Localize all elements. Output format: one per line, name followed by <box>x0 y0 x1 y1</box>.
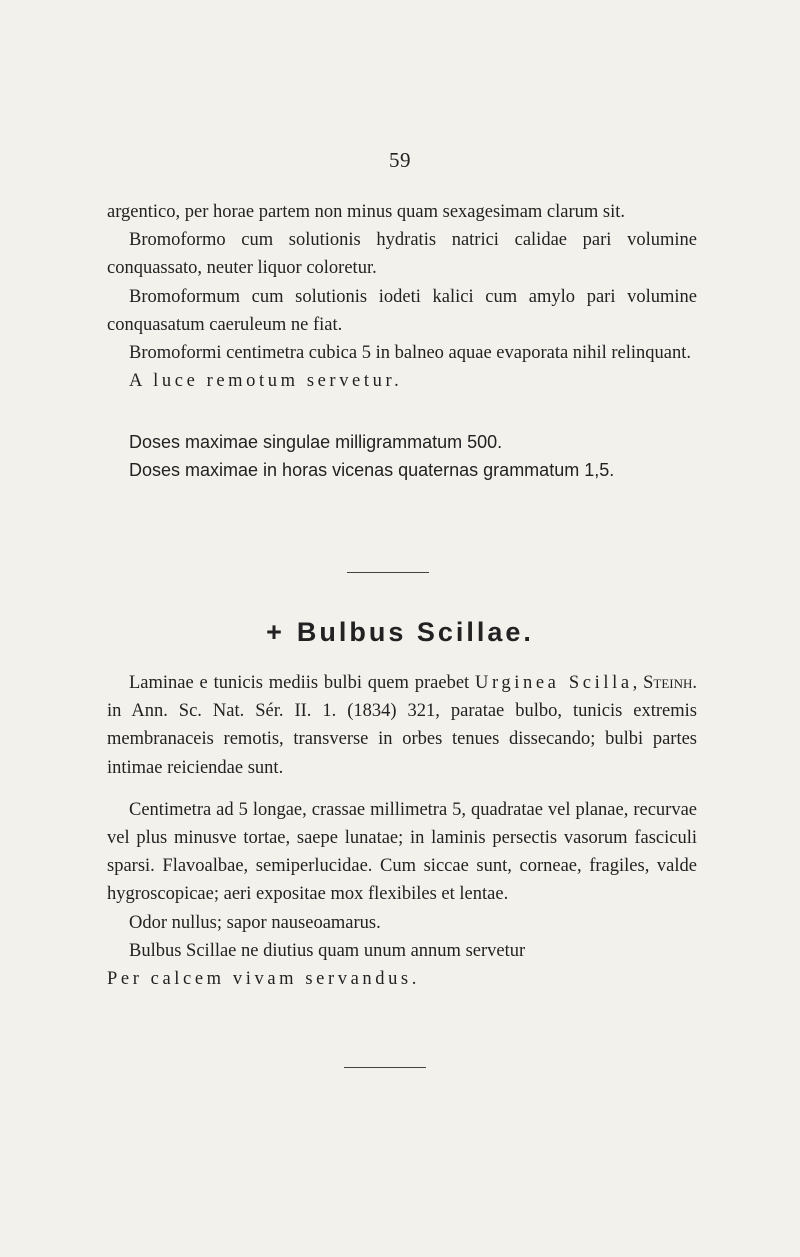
species-name: Urginea Scilla <box>475 673 633 693</box>
doses-block <box>107 428 697 484</box>
main-text-block <box>107 669 697 993</box>
description-text-c: in Ann. Sc. Nat. Sér. II. 1. (1834) 321, paratae bulbo, tunicis extremis membranaceis remotis, transverse in orbes tenues dissecando; bulbi partes intimae reiciendae sunt. <box>107 701 697 778</box>
paragraph-description <box>107 669 697 782</box>
description-text-b: , <box>632 673 644 693</box>
storage-method: Per calcem vivam servandus. <box>107 969 420 990</box>
end-divider <box>344 1067 426 1068</box>
section-title: Bulbus Scillae. <box>296 617 534 647</box>
paragraph-amylo-test: Bromoformum cum solutionis iodeti kalici cum amylo pari volumine conquasatum caeruleum ne fiat. <box>107 286 697 335</box>
dose-single-line: Doses maximae singulae milligrammatum 500. <box>129 432 503 452</box>
paragraph-characteristics: Centimetra ad 5 longae, crassae millimetra 5, quadratae vel planae, recurvae vel plus minusve tortae, saepe lunatae; in laminis persectis vasorum fasciculi sparsi. Flavoalbae, semiperlucidae. Cum siccae sunt, corneae, fragiles, valde hygroscopicae; aeri expositae mox flexibiles et lentae. <box>107 799 697 905</box>
dose-daily-line: Doses maximae in horas vicenas quaternas grammatum 1,5. <box>129 460 615 481</box>
paragraph-storage: Bulbus Scillae ne diutius quam unum annum servetur <box>129 940 526 961</box>
paragraph-natrici-test: Bromoformo cum solutionis hydratis natrici calidae pari volumine conquassato, neuter liquor coloretur. <box>107 230 697 279</box>
paragraph-continuation: argentico, per horae partem non minus quam sexagesimam clarum sit. <box>107 202 626 222</box>
description-text-a: Laminae e tunicis mediis bulbi quem praebet <box>129 673 476 693</box>
section-heading <box>0 617 800 648</box>
author-name: Steinh. <box>643 673 698 693</box>
top-text-block <box>107 198 697 395</box>
section-divider <box>347 572 429 573</box>
paragraph-residue-test: Bromoformi centimetra cubica 5 in balneo aquae evaporata nihil relinquant. <box>129 343 691 364</box>
storage-instruction: A luce remotum servetur. <box>129 371 403 392</box>
page-number: 59 <box>389 148 411 172</box>
cross-mark-icon: + <box>266 617 285 647</box>
paragraph-odor: Odor nullus; sapor nauseoamarus. <box>129 912 381 933</box>
